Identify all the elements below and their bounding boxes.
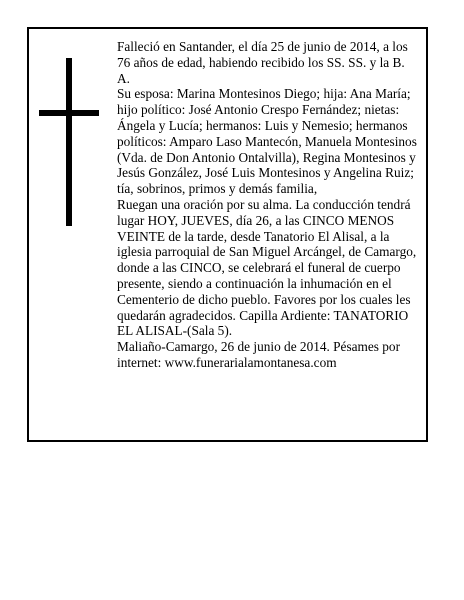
funeral-details: Ruegan una oración por su alma. La conducción tendrá lugar HOY, JUEVES, día 26, a las CINCO MENOS VEINTE de la tarde, desde Tanatorio El Alisal, a la iglesia parroquial de San Miguel Arcángel, de Camargo, donde a las CINCO, se celebrará el funeral de cuerpo presente, siendo a continuación la inhumación en el Cementerio de dicho pueblo. Favores por los cuales les quedarán agradecidos. Capilla Ardiente: TANATORIO EL ALISAL-(Sala 5). — [117, 196, 417, 339]
cross-vertical-bar — [66, 58, 72, 226]
place-date-condolences: Maliaño-Camargo, 26 de junio de 2014. Pésames por internet: www.funerarialamontanesa.com — [117, 339, 401, 370]
cross-icon — [39, 58, 99, 226]
notice-text — [117, 39, 419, 371]
death-announcement: Falleció en Santander, el día 25 de junio de 2014, a los 76 años de edad, habiendo recibido los SS. SS. y la B. A. — [117, 39, 408, 86]
obituary-notice — [27, 27, 428, 442]
cross-horizontal-bar — [39, 110, 99, 116]
family-list: Su esposa: Marina Montesinos Diego; hija: Ana María; hijo político: José Antonio Crespo Fernández; nietas: Ángela y Lucía; hermanos: Luis y Nemesio; hermanos políticos: Amparo Laso Mantecón, Manuela Montesinos (Vda. de Don Antonio Ontalvilla), Regina Montesinos y Jesús González, José Luis Montesinos y Angelina Ruiz; tía, sobrinos, primos y demás familia, — [117, 86, 417, 197]
